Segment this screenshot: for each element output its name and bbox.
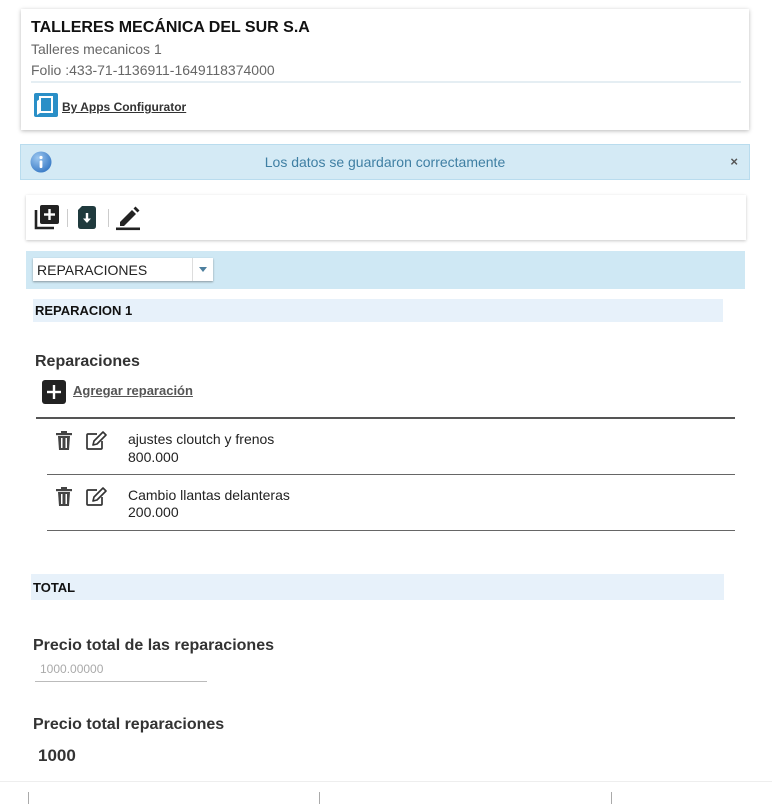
header-card (21, 9, 749, 130)
price-total-value: 1000.00000 (40, 662, 104, 676)
chevron-down-icon[interactable] (192, 258, 213, 281)
price-total-input[interactable] (35, 660, 207, 682)
footer-separator (611, 792, 612, 804)
alert-message: Los datos se guardaron correctamente (264, 154, 506, 170)
section-header-total (31, 574, 724, 600)
folio-text: Folio :433-71-1136911-1649118374000 (31, 62, 275, 78)
edit-icon[interactable] (85, 431, 107, 451)
apps-configurator-link[interactable]: By Apps Configurator (62, 100, 187, 114)
add-repair-button[interactable] (42, 380, 66, 404)
repairs-title: Reparaciones (35, 353, 140, 370)
footer-separator (319, 792, 320, 804)
action-toolbar (26, 195, 746, 240)
trash-icon[interactable] (55, 487, 73, 507)
add-repair-link[interactable]: Agregar reparación (73, 383, 193, 398)
section-header-repair (33, 299, 723, 322)
repair-description: Cambio llantas delanteras (128, 487, 290, 503)
repair-amount: 200.000 (128, 504, 179, 520)
section-title-repair: REPARACION 1 (35, 303, 133, 318)
plus-icon (42, 380, 66, 404)
list-item (47, 419, 735, 475)
trash-icon[interactable] (55, 431, 73, 451)
header-divider (31, 81, 741, 83)
total-repairs-label: Precio total reparaciones (33, 716, 225, 733)
company-subtitle: Talleres mecanicos 1 (31, 41, 162, 57)
section-select-band (26, 251, 745, 289)
price-total-label: Precio total de las reparaciones (33, 637, 274, 654)
toolbar-separator (67, 209, 68, 227)
footer-divider (0, 781, 772, 782)
total-repairs-value: 1000 (38, 746, 76, 765)
success-alert (20, 144, 750, 180)
section-select[interactable] (33, 258, 213, 281)
footer-separator (28, 792, 29, 804)
list-item (47, 475, 735, 531)
section-select-value: REPARACIONES (37, 262, 148, 278)
repair-description: ajustes cloutch y frenos (128, 431, 275, 447)
apps-configurator-logo-icon[interactable] (34, 93, 58, 117)
alert-close-button[interactable]: × (730, 154, 738, 169)
toolbar-separator (108, 209, 109, 227)
add-record-icon[interactable] (33, 203, 61, 231)
company-name: TALLERES MECÁNICA DEL SUR S.A (31, 19, 310, 36)
edit-icon[interactable] (114, 203, 142, 231)
download-icon[interactable] (73, 203, 101, 231)
repair-amount: 800.000 (128, 449, 179, 465)
section-title-total: TOTAL (33, 580, 76, 595)
edit-icon[interactable] (85, 487, 107, 507)
